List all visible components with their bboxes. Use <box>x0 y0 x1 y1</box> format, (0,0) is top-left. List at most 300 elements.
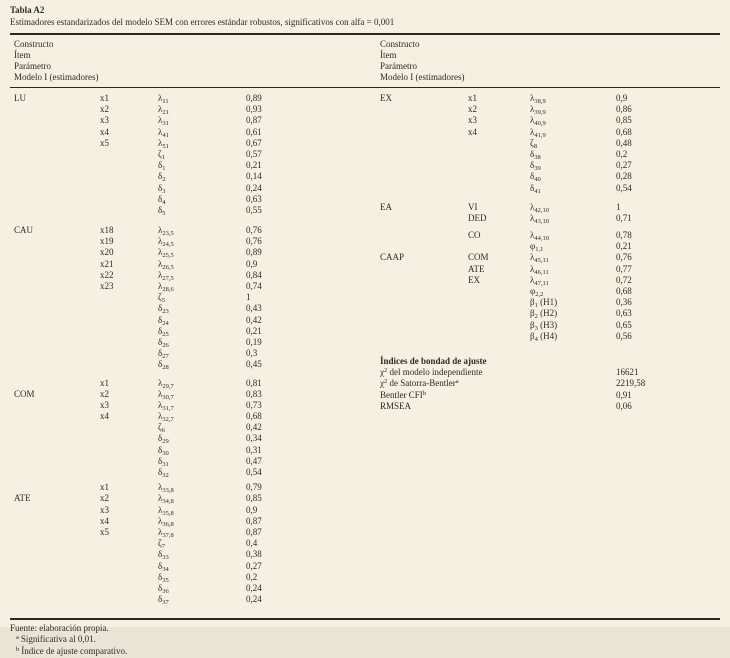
cell-parametro <box>158 467 246 479</box>
param-symbol: λ <box>158 388 163 399</box>
param-symbol: φ <box>530 241 536 252</box>
param-subscript: 3 <box>534 324 538 332</box>
param-subscript: 32,7 <box>162 416 174 424</box>
table-row <box>14 527 365 538</box>
param-symbol: λ <box>158 115 163 126</box>
param-symbol: λ <box>530 115 535 126</box>
cell-value: 0,87 <box>246 526 262 537</box>
cell-item: CO <box>468 230 481 241</box>
table-row <box>14 493 365 504</box>
param-symbol: δ <box>158 560 163 571</box>
param-symbol: β <box>530 297 535 308</box>
footnote <box>10 634 720 646</box>
cell-item: x2 <box>468 104 477 115</box>
table-row <box>14 225 365 236</box>
table-header-left <box>10 39 365 83</box>
param-subscript: 40 <box>534 176 541 184</box>
table-row <box>14 378 365 389</box>
cell-value: 0,36 <box>616 297 632 308</box>
param-subscript: 32 <box>162 472 169 479</box>
cell-constructo: EA <box>380 201 392 212</box>
table-row <box>14 549 365 560</box>
table-row <box>380 138 720 149</box>
param-subscript: 38 <box>534 153 541 161</box>
column-header: Parámetro <box>14 61 51 71</box>
param-subscript: 27,5 <box>162 274 174 282</box>
param-subscript: 37 <box>162 599 169 607</box>
cell-value: 0,21 <box>616 241 632 252</box>
cell-value: 0,89 <box>246 247 262 258</box>
cell-value: 0,78 <box>616 230 632 241</box>
cell-value: 1 <box>616 201 621 212</box>
param-subscript: 51 <box>162 142 169 150</box>
cell-value: 0,2 <box>246 571 258 582</box>
param-subscript: 39 <box>534 165 541 173</box>
table-row <box>380 230 720 241</box>
param-subscript: 29,7 <box>162 382 174 390</box>
cell-value: 1 <box>246 292 251 303</box>
cell-item: x1 <box>468 93 477 103</box>
cell-value: 0,61 <box>246 126 262 137</box>
param-subscript: 23 <box>162 308 169 316</box>
fit-index-label <box>380 401 616 412</box>
cell-item: COM <box>468 252 489 263</box>
param-subscript: 31 <box>162 460 169 468</box>
fit-label-segment: Bentler CFI <box>380 389 423 400</box>
cell-constructo <box>14 205 100 217</box>
cell-value: 0,38 <box>246 549 262 560</box>
cell-value: 0,67 <box>246 137 262 148</box>
cell-item: x4 <box>468 126 477 137</box>
cell-value: 0,28 <box>616 171 632 182</box>
cell-parametro <box>158 205 246 217</box>
param-symbol: ζ <box>158 292 162 303</box>
param-subscript: 40,9 <box>534 120 546 128</box>
param-symbol: ζ <box>530 137 534 148</box>
table-row <box>380 149 720 160</box>
fit-label-segment: 2 <box>384 378 388 386</box>
cell-value: 0,14 <box>246 171 262 182</box>
cell-value: 0,24 <box>246 182 262 193</box>
column-header: Ítem <box>380 50 397 60</box>
param-symbol: δ <box>158 160 163 171</box>
cell-value: 0,2 <box>616 148 628 159</box>
param-subscript: 26,5 <box>162 263 174 271</box>
cell-parametro <box>530 331 616 343</box>
table-row <box>14 561 365 572</box>
cell-value: 0,87 <box>246 515 262 526</box>
footnote-marker: a <box>16 634 19 642</box>
table-row <box>14 538 365 549</box>
cell-value: 0,34 <box>246 433 262 444</box>
param-symbol: δ <box>158 303 163 314</box>
cell-item: ATE <box>468 263 485 274</box>
param-subscript: 1 <box>161 153 165 161</box>
param-symbol: ζ <box>158 538 162 549</box>
param-symbol: λ <box>530 263 535 274</box>
cell-constructo <box>14 594 100 606</box>
cell-value: 0,9 <box>616 93 628 103</box>
param-subscript: 35,8 <box>162 509 174 517</box>
param-symbol: λ <box>530 104 535 115</box>
cell-constructo: COM <box>14 388 35 399</box>
cell-value: 0,54 <box>616 182 632 193</box>
table-row <box>14 572 365 583</box>
cell-value: 0,85 <box>246 493 262 504</box>
footnote-marker: b <box>16 646 20 654</box>
param-subscript: 29 <box>162 438 169 446</box>
param-symbol: λ <box>530 201 535 212</box>
cell-item: x20 <box>100 247 114 258</box>
param-subscript: 46,11 <box>534 268 549 276</box>
cell-item: x4 <box>100 411 109 422</box>
param-subscript: 37,8 <box>162 531 174 539</box>
cell-item <box>100 467 158 479</box>
cell-value: 0,55 <box>246 204 262 215</box>
param-symbol: λ <box>158 377 163 388</box>
param-subscript: 2 <box>534 313 538 321</box>
table-row <box>14 183 365 194</box>
param-subscript: 34 <box>162 565 169 573</box>
param-symbol: δ <box>158 336 163 347</box>
param-symbol: δ <box>530 182 535 193</box>
param-symbol: λ <box>158 281 163 291</box>
param-subscript: 8 <box>533 142 537 150</box>
param-symbol: δ <box>158 171 163 182</box>
cell-value: 0,74 <box>246 281 262 291</box>
table-row <box>380 331 720 342</box>
table-body-left <box>10 93 365 605</box>
table-row <box>14 359 365 370</box>
param-subscript: 23,5 <box>162 230 174 238</box>
param-subscript: 28 <box>162 364 169 372</box>
fit-index-value: 0,06 <box>616 400 632 411</box>
table-row <box>14 138 365 149</box>
param-symbol: λ <box>158 399 163 410</box>
param-subscript: 1 <box>534 302 538 310</box>
table-row <box>14 315 365 326</box>
table-body <box>10 88 720 620</box>
param-subscript: 25 <box>162 330 169 338</box>
footnote-text: Índice de ajuste comparativo. <box>21 646 128 657</box>
table-row <box>380 202 720 213</box>
param-symbol: λ <box>158 93 163 103</box>
param-symbol: δ <box>158 582 163 593</box>
param-symbol: λ <box>530 126 535 137</box>
fit-index-value: 0,91 <box>616 389 632 400</box>
cell-value: 0,76 <box>616 252 632 263</box>
cell-value: 0,47 <box>246 455 262 466</box>
table-row <box>14 433 365 444</box>
cell-item: x3 <box>100 399 109 410</box>
cell-constructo: ATE <box>14 493 31 504</box>
table-row <box>14 337 365 348</box>
table-row <box>14 160 365 171</box>
param-subscript: 36 <box>162 587 169 595</box>
cell-item: x21 <box>100 258 114 269</box>
table-row <box>14 348 365 359</box>
param-symbol: δ <box>530 171 535 182</box>
fit-index-row <box>380 401 720 412</box>
cell-constructo <box>14 359 100 371</box>
cell-value: 0,45 <box>246 359 262 370</box>
cell-value: 0,21 <box>246 160 262 171</box>
param-subscript: 7 <box>161 543 165 551</box>
fit-indices-header: Índices de bondad de ajuste <box>380 355 487 366</box>
cell-item: VI <box>468 201 478 212</box>
param-symbol: λ <box>158 236 163 247</box>
table-row <box>14 411 365 422</box>
cell-item: x3 <box>468 115 477 126</box>
param-subscript: 5 <box>162 209 166 217</box>
fit-label-segment: del modelo independiente <box>387 367 483 378</box>
table-row <box>14 389 365 400</box>
table-row <box>14 247 365 258</box>
column-header: Modelo I (estimadores) <box>14 72 99 82</box>
cell-item: x5 <box>100 526 109 537</box>
table-row <box>14 445 365 456</box>
table-row <box>380 297 720 308</box>
param-symbol: λ <box>158 504 163 515</box>
cell-item: x18 <box>100 225 114 236</box>
table-row <box>14 326 365 337</box>
table-row <box>380 171 720 182</box>
param-symbol: λ <box>530 252 535 263</box>
table-header-right <box>365 39 720 83</box>
cell-constructo: CAAP <box>380 252 405 263</box>
table-row <box>14 505 365 516</box>
param-symbol: λ <box>158 411 163 422</box>
param-subscript: 24 <box>162 319 169 327</box>
table-label: Tabla A2 <box>10 5 45 15</box>
param-symbol: λ <box>158 104 163 115</box>
table-row <box>14 422 365 433</box>
param-symbol: λ <box>158 515 163 526</box>
param-symbol: δ <box>158 433 163 444</box>
cell-parametro <box>158 594 246 606</box>
cell-value: 0,9 <box>246 258 258 269</box>
param-symbol: β <box>530 330 535 341</box>
param-symbol: λ <box>158 258 163 269</box>
param-suffix: (H2) <box>537 308 558 319</box>
param-subscript: 33,8 <box>162 487 174 495</box>
cell-constructo <box>380 183 468 195</box>
param-subscript: 4 <box>534 335 538 343</box>
cell-item: x3 <box>100 504 109 515</box>
row-gap <box>14 216 365 225</box>
fit-label-segment: RMSEA <box>380 400 412 411</box>
param-symbol: δ <box>158 348 163 359</box>
cell-value: 0,19 <box>246 336 262 347</box>
column-header: Constructo <box>14 39 54 49</box>
param-subscript: 30 <box>162 449 169 457</box>
table-row <box>380 183 720 194</box>
param-symbol: λ <box>530 274 535 285</box>
table-row <box>14 259 365 270</box>
param-subscript: 3 <box>162 187 166 195</box>
cell-constructo: LU <box>14 93 26 103</box>
param-subscript: 39,9 <box>534 109 546 117</box>
param-subscript: 41 <box>534 187 541 195</box>
cell-parametro <box>530 183 616 195</box>
cell-item <box>100 205 158 217</box>
source-note: Fuente: elaboración propia. <box>10 623 109 634</box>
table-row <box>14 236 365 247</box>
row-gap <box>380 342 720 355</box>
fit-index-row <box>380 390 720 401</box>
param-subscript: 35 <box>162 576 169 584</box>
param-symbol: δ <box>158 325 163 336</box>
param-symbol: δ <box>158 359 163 370</box>
param-subscript: 24,5 <box>162 241 174 249</box>
cell-value: 0,68 <box>616 126 632 137</box>
param-subscript: 1,1 <box>535 246 544 254</box>
footnote <box>10 646 720 658</box>
table-row <box>380 104 720 115</box>
cell-value: 0,65 <box>616 319 632 330</box>
param-symbol: δ <box>158 594 163 605</box>
cell-value: 0,86 <box>616 104 632 115</box>
cell-value: 0,31 <box>246 444 262 455</box>
param-suffix: (H1) <box>537 297 558 308</box>
table-row <box>14 482 365 493</box>
cell-value: 0,71 <box>616 212 632 223</box>
param-symbol: β <box>530 319 535 330</box>
cell-value: 0,63 <box>246 193 262 204</box>
fit-index-value: 16621 <box>616 367 639 378</box>
param-symbol: δ <box>530 148 535 159</box>
param-symbol: ζ <box>158 422 162 433</box>
param-subscript: 26 <box>162 341 169 349</box>
param-subscript: 34,8 <box>162 498 174 506</box>
footnotes <box>10 634 720 658</box>
param-symbol: φ <box>530 286 536 296</box>
table-row <box>14 583 365 594</box>
param-subscript: 41 <box>162 131 169 139</box>
cell-value: 0,73 <box>246 399 262 410</box>
param-subscript: 28,6 <box>162 286 174 293</box>
param-subscript: 44,10 <box>534 235 549 243</box>
cell-value: 0,54 <box>246 467 262 477</box>
cell-value: 0,63 <box>616 308 632 319</box>
row-gap <box>380 194 720 202</box>
cell-value: 0,24 <box>246 582 262 593</box>
table-header <box>10 33 720 88</box>
param-suffix: (H4) <box>537 330 558 341</box>
table-body-right <box>365 93 720 412</box>
cell-value: 0,4 <box>246 538 258 549</box>
param-symbol: δ <box>158 193 163 204</box>
param-subscript: 4 <box>162 198 166 206</box>
table-row <box>380 127 720 138</box>
cell-item <box>100 359 158 371</box>
param-subscript: 47,11 <box>534 279 549 287</box>
cell-value: 0,85 <box>616 115 632 126</box>
footnote-text: Significativa al 0,01. <box>20 634 96 645</box>
table-row <box>14 194 365 205</box>
param-symbol: λ <box>530 93 535 103</box>
cell-item <box>468 331 530 343</box>
param-symbol: λ <box>158 126 163 137</box>
param-symbol: δ <box>158 549 163 560</box>
cell-item: x22 <box>100 269 114 280</box>
row-gap <box>14 371 365 378</box>
cell-item: x4 <box>100 126 109 137</box>
param-symbol: λ <box>158 247 163 258</box>
table-row <box>14 516 365 527</box>
table-row <box>380 115 720 126</box>
table-row <box>14 104 365 115</box>
param-subscript: 6 <box>161 427 165 435</box>
cell-value: 0,42 <box>246 422 262 433</box>
table-row <box>380 308 720 319</box>
cell-item: x19 <box>100 236 114 247</box>
param-symbol: δ <box>530 160 535 171</box>
param-subscript: 45,11 <box>534 257 549 265</box>
param-subscript: 38,9 <box>534 98 546 105</box>
cell-item: x4 <box>100 515 109 526</box>
cell-value: 0,77 <box>616 263 632 274</box>
cell-value: 0,93 <box>246 104 262 115</box>
param-symbol: λ <box>530 230 535 241</box>
cell-value: 0,9 <box>246 504 258 515</box>
fit-label-segment: 2 <box>384 367 388 375</box>
param-subscript: 11 <box>162 98 169 105</box>
cell-item: x1 <box>100 482 109 493</box>
cell-constructo <box>380 213 468 225</box>
cell-value: 0,42 <box>246 314 262 325</box>
cell-item: x1 <box>100 377 109 388</box>
cell-value: 0,81 <box>246 377 262 388</box>
table-caption: Estimadores estandarizados del modelo SEM con errores estándar robustos, significativos con alfa = 0,001 <box>10 17 395 27</box>
cell-value: 0,43 <box>246 303 262 314</box>
cell-item <box>100 594 158 606</box>
cell-value: 0,84 <box>246 269 262 280</box>
table-row <box>14 270 365 281</box>
cell-parametro <box>530 213 616 225</box>
param-symbol: λ <box>530 212 535 223</box>
fit-index-row <box>380 378 720 389</box>
cell-value: 0,21 <box>246 325 262 336</box>
table-row <box>14 292 365 303</box>
param-subscript: 1 <box>162 165 166 173</box>
param-subscript: 30,7 <box>162 393 174 401</box>
cell-item: x2 <box>100 104 109 115</box>
cell-constructo <box>14 467 100 479</box>
param-symbol: δ <box>158 314 163 325</box>
param-suffix: (H3) <box>537 319 558 330</box>
cell-value: 0,76 <box>246 225 262 236</box>
param-subscript: 21 <box>162 109 169 117</box>
cell-value: 0,3 <box>246 348 258 359</box>
param-symbol: λ <box>158 269 163 280</box>
cell-value: 0,76 <box>246 236 262 247</box>
param-subscript: 5 <box>161 297 165 305</box>
param-symbol: δ <box>158 444 163 455</box>
cell-item: x1 <box>100 93 109 103</box>
table-row <box>14 93 365 104</box>
table-row <box>14 400 365 411</box>
cell-value: 0,68 <box>616 286 632 296</box>
cell-value: 0,24 <box>246 594 262 605</box>
table-row <box>380 275 720 286</box>
column-header: Ítem <box>14 50 31 60</box>
param-symbol: δ <box>158 204 163 215</box>
param-subscript: 2,2 <box>535 291 544 298</box>
param-symbol: λ <box>158 137 163 148</box>
param-symbol: δ <box>158 467 163 477</box>
cell-constructo: CAU <box>14 225 34 236</box>
